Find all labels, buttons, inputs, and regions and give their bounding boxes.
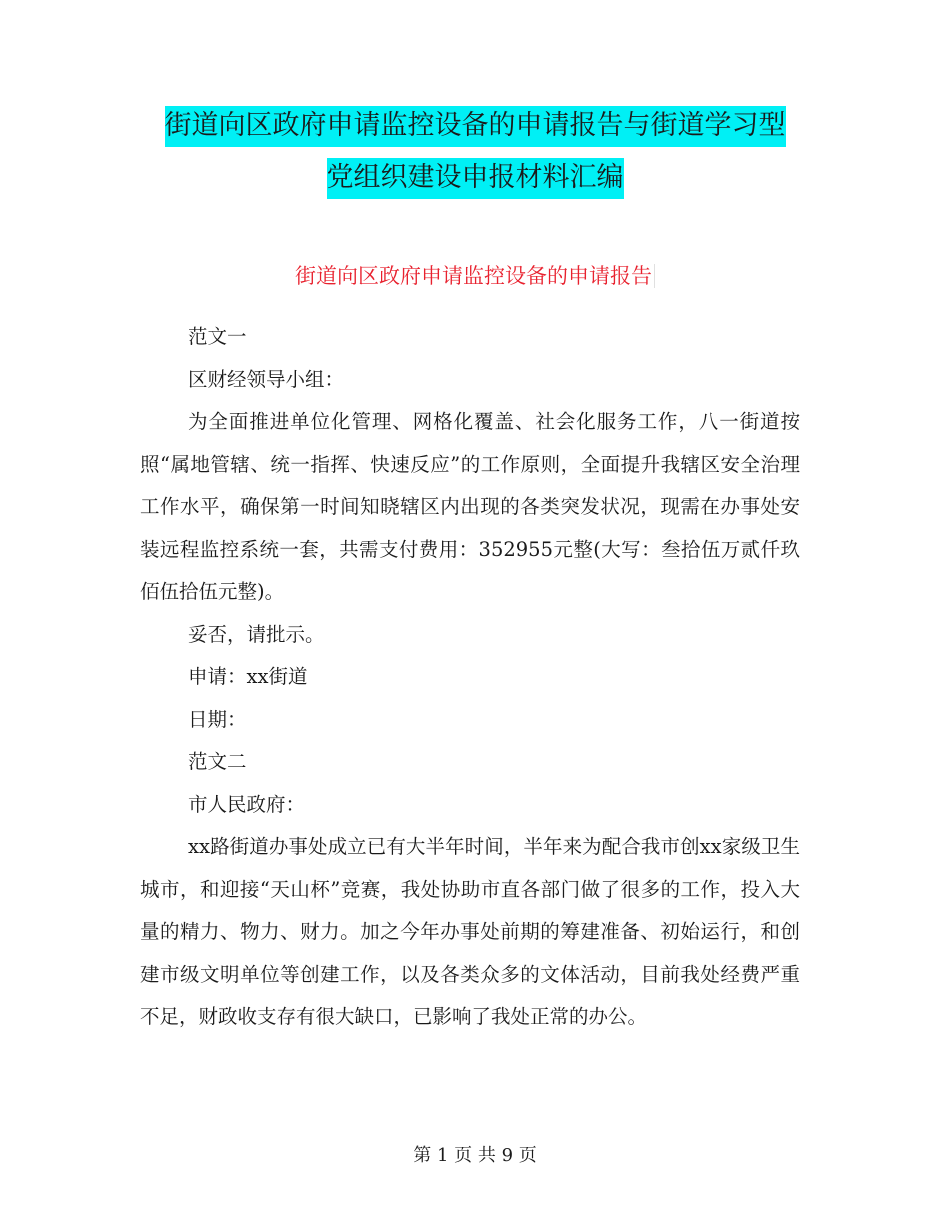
paragraph-addressee-two: 市人民政府： bbox=[188, 792, 306, 816]
section-title-text: 街道向区政府申请监控设备的申请报告 bbox=[295, 264, 655, 288]
page-indicator: 第 1 页 共 9 页 bbox=[413, 1145, 537, 1166]
document-title-line2: 党组织建设申报材料汇编 bbox=[327, 158, 624, 199]
paragraph-request-body-one: 为全面推进单位化管理、网格化覆盖、社会化服务工作，八一街道按照“属地管辖、统一指挥、快速反应”的工作原则，全面提升我辖区安全治理工作水平，确保第一时间知晓辖区内出现的各类突发状况，现需在办事处安装远程监控系统一套，共需支付费用：352955元整(大写：叁拾伍万贰仟玖佰伍拾伍元整)。 bbox=[140, 410, 800, 603]
paragraph-addressee-one: 区财经领导小组： bbox=[188, 367, 345, 391]
paragraph-date: 日期： bbox=[188, 707, 247, 731]
section-title bbox=[140, 256, 810, 296]
document-title-line1: 街道向区政府申请监控设备的申请报告与街道学习型 bbox=[165, 106, 786, 147]
document-body bbox=[140, 316, 800, 1039]
paragraph-sample-one-label: 范文一 bbox=[188, 325, 247, 348]
page-footer bbox=[0, 1142, 950, 1170]
paragraph-sample-two-label: 范文二 bbox=[188, 750, 247, 773]
paragraph-applicant: 申请：xx街道 bbox=[188, 665, 308, 688]
document-title bbox=[140, 100, 810, 204]
paragraph-approval-request: 妥否，请批示。 bbox=[188, 622, 325, 646]
paragraph-request-body-two: xx路街道办事处成立已有大半年时间，半年来为配合我市创xx家级卫生城市，和迎接“天山杯”竞赛，我处协助市直各部门做了很多的工作，投入大量的精力、物力、财力。加之今年办事处前期的筹建准备、初始运行，和创建市级文明单位等创建工作，以及各类众多的文体活动，目前我处经费严重不足，财政收支存有很大缺口，已影响了我处正常的办公。 bbox=[140, 835, 800, 1028]
